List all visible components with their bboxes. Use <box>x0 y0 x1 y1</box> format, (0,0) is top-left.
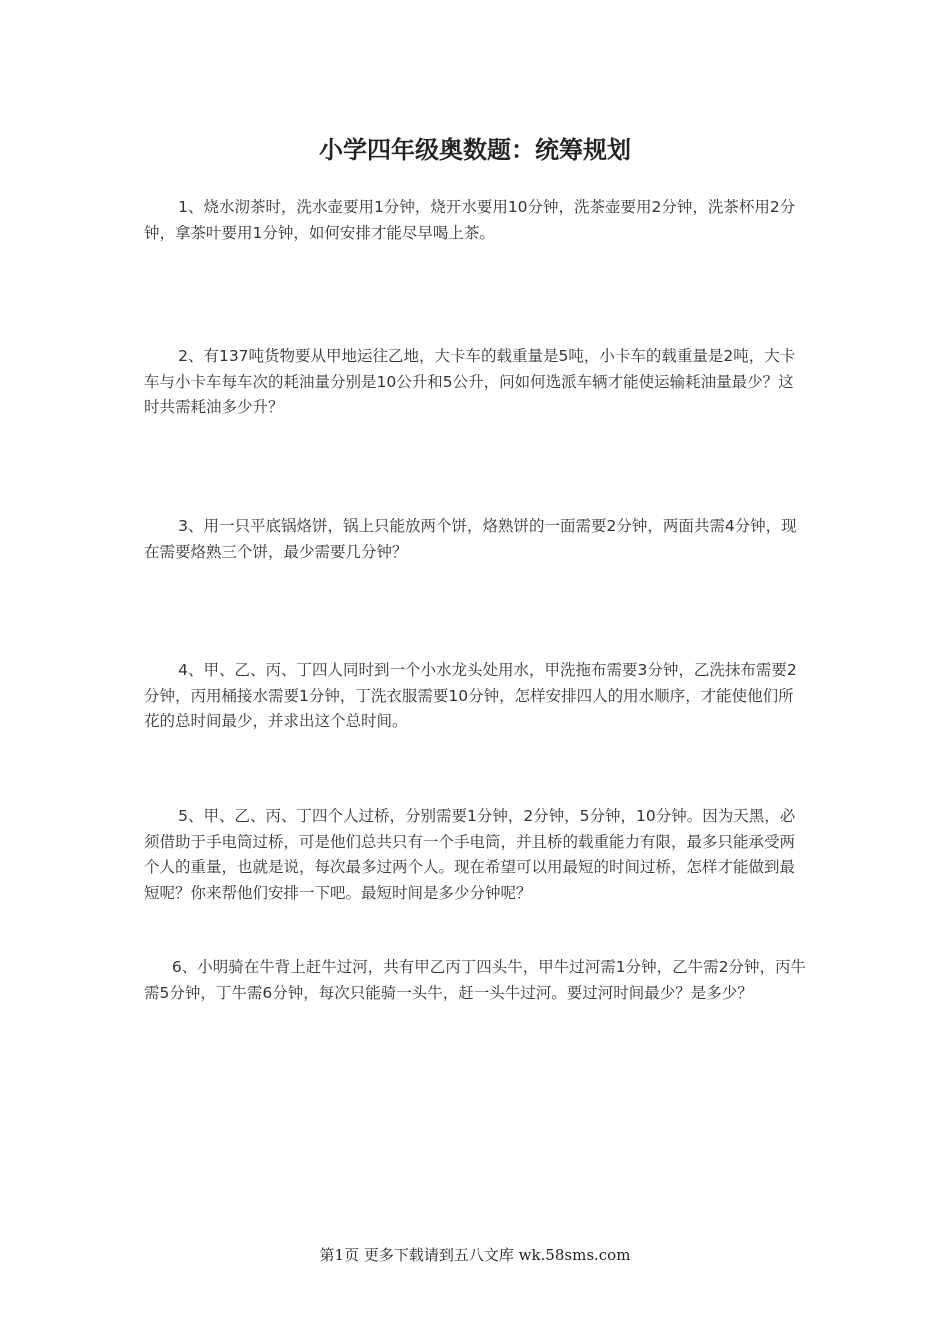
question-2: 2、有137吨货物要从甲地运往乙地，大卡车的载重量是5吨，小卡车的载重量是2吨，大卡车与小卡车每车次的耗油量分别是10公升和5公升，问如何选派车辆才能使运输耗油量最少？这时共需耗油多少升？ <box>144 347 796 416</box>
question-3: 3、用一只平底锅烙饼，锅上只能放两个饼，烙熟饼的一面需要2分钟，两面共需4分钟，现在需要烙熟三个饼，最少需要几分钟？ <box>144 517 797 561</box>
question-1: 1、烧水沏茶时，洗水壶要用1分钟，烧开水要用10分钟，洗茶壶要用2分钟，洗茶杯用2分钟，拿茶叶要用1分钟，如何安排才能尽早喝上茶。 <box>144 198 796 242</box>
page-footer: 第1页 更多下载请到五八文库 wk.58sms.com <box>319 1246 631 1264</box>
question-5: 5、甲、乙、丙、丁四个人过桥，分别需要1分钟，2分钟，5分钟，10分钟。因为天黑，必须借助于手电筒过桥，可是他们总共只有一个手电筒，并且桥的载重能力有限，最多只能承受两个人的重量，也就是说，每次最多过两个人。现在希望可以用最短的时间过桥，怎样才能做到最短呢？你来帮他们安排一下吧。最短时间是多少分钟呢？ <box>144 807 796 902</box>
question-4: 4、甲、乙、丙、丁四人同时到一个小水龙头处用水，甲洗拖布需要3分钟，乙洗抹布需要2分钟，丙用桶接水需要1分钟，丁洗衣服需要10分钟，怎样安排四人的用水顺序，才能使他们所花的总时间最少，并求出这个总时间。 <box>144 661 797 730</box>
page-title: 小学四年级奥数题：统筹规划 <box>319 135 631 164</box>
question-6: 6、小明骑在牛背上赶牛过河，共有甲乙丙丁四头牛，甲牛过河需1分钟，乙牛需2分钟，丙牛需5分钟，丁牛需6分钟，每次只能骑一头牛，赶一头牛过河。要过河时间最少？是多少？ <box>144 958 806 1002</box>
